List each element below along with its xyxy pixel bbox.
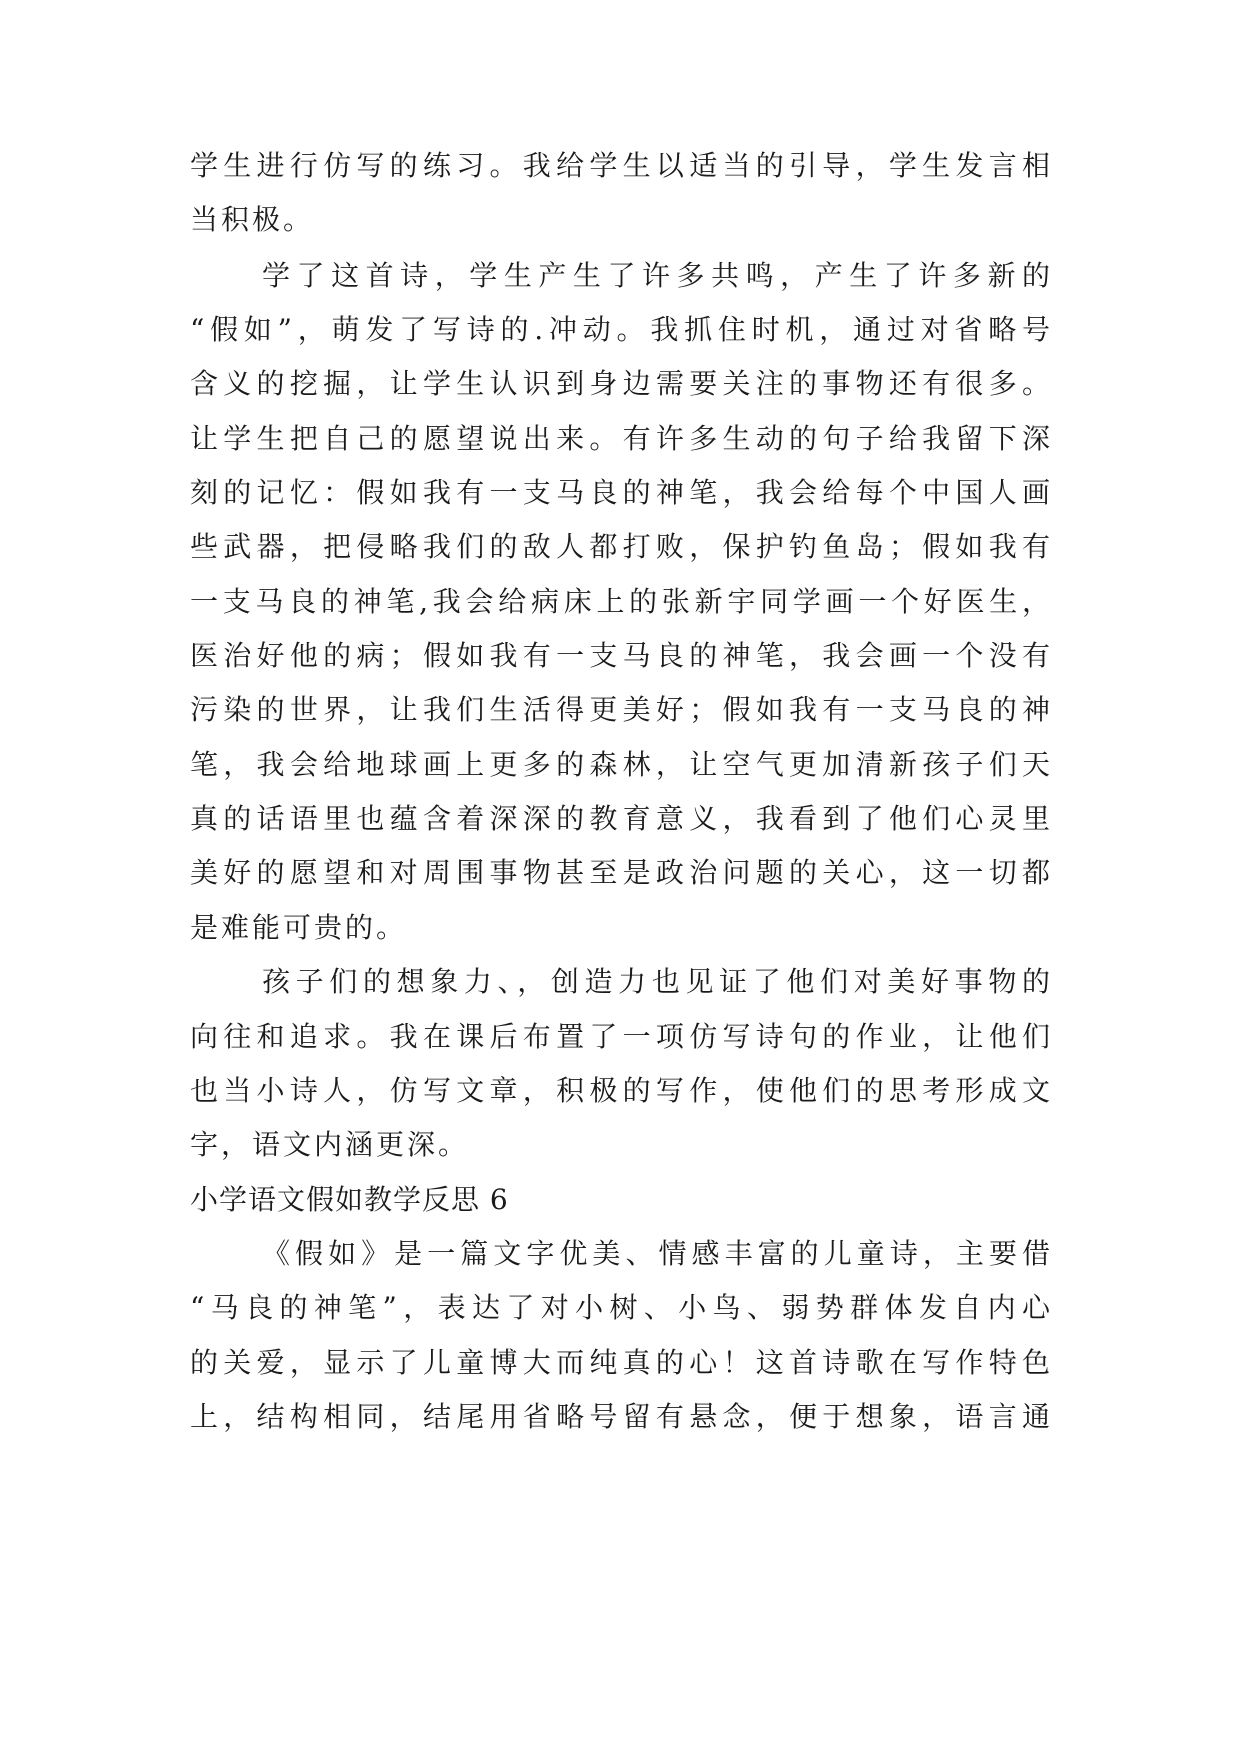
paragraph-line: 学了这首诗，学生产生了许多共鸣，产生了许多新的 xyxy=(262,259,1050,292)
paragraph-line: 上，结构相同，结尾用省略号留有悬念，便于想象，语言通 xyxy=(190,1400,1050,1433)
paragraph-line: 的关爱，显示了儿童博大而纯真的心！这首诗歌在写作特色 xyxy=(190,1346,1050,1379)
paragraph-line: 让学生把自己的愿望说出来。有许多生动的句子给我留下深 xyxy=(190,422,1050,455)
paragraph-line: 美好的愿望和对周围事物甚至是政治问题的关心，这一切都 xyxy=(190,856,1050,889)
paragraph-line: “假如”，萌发了写诗的.冲动。我抓住时机，通过对省略号 xyxy=(190,313,1050,346)
paragraph-line: 污染的世界，让我们生活得更美好；假如我有一支马良的神 xyxy=(190,693,1050,726)
paragraph-line: “马良的神笔”，表达了对小树、小鸟、弱势群体发自内心 xyxy=(190,1291,1050,1324)
paragraph-line: 字，语文内涵更深。 xyxy=(190,1128,470,1161)
paragraph-line: 当积极。 xyxy=(190,203,315,236)
paragraph-line: 也当小诗人，仿写文章，积极的写作，使他们的思考形成文 xyxy=(190,1074,1050,1107)
paragraph-line: 一支马良的神笔,我会给病床上的张新宇同学画一个好医生， xyxy=(190,585,1050,618)
paragraph-line: 向往和追求。我在课后布置了一项仿写诗句的作业，让他们 xyxy=(190,1020,1050,1053)
paragraph-line: 些武器，把侵略我们的敌人都打败，保护钓鱼岛；假如我有 xyxy=(190,530,1050,563)
paragraph-line: 是难能可贵的。 xyxy=(190,911,408,944)
paragraph-line: 真的话语里也蕴含着深深的教育意义，我看到了他们心灵里 xyxy=(190,802,1050,835)
paragraph-line: 刻的记忆：假如我有一支马良的神笔，我会给每个中国人画 xyxy=(190,476,1050,509)
section-heading: 小学语文假如教学反思 6 xyxy=(190,1183,509,1216)
paragraph-line: 含义的挖掘，让学生认识到身边需要关注的事物还有很多。 xyxy=(190,367,1050,400)
paragraph-line: 笔，我会给地球画上更多的森林，让空气更加清新孩子们天 xyxy=(190,748,1050,781)
paragraph-line: 医治好他的病；假如我有一支马良的神笔，我会画一个没有 xyxy=(190,639,1050,672)
paragraph-line: 《假如》是一篇文字优美、情感丰富的儿童诗，主要借 xyxy=(262,1237,1050,1270)
paragraph-line: 孩子们的想象力、，创造力也见证了他们对美好事物的 xyxy=(262,965,1050,998)
paragraph-line: 学生进行仿写的练习。我给学生以适当的引导，学生发言相 xyxy=(190,149,1050,182)
